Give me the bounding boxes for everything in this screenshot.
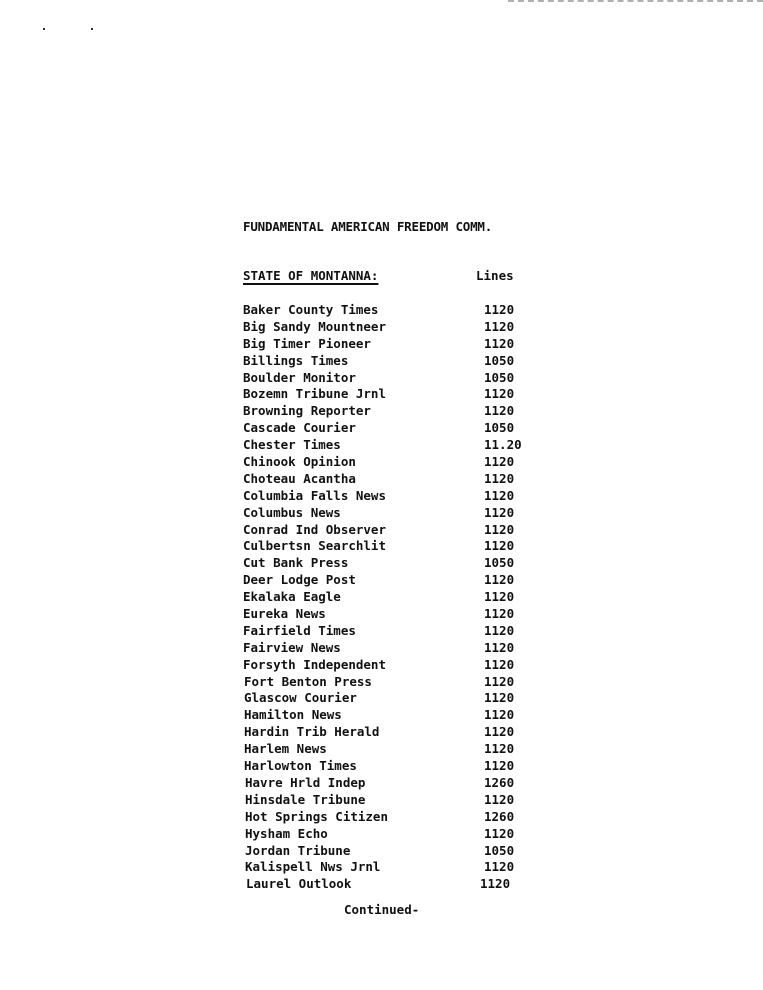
scan-speck <box>43 28 45 30</box>
newspaper-name: Havre Hrld Indep <box>245 774 366 790</box>
list-item <box>243 386 543 403</box>
list-item <box>243 437 543 454</box>
list-item <box>243 353 543 370</box>
newspaper-name: Jordan Tribune <box>245 842 351 858</box>
newspaper-name: Glascow Courier <box>244 690 357 706</box>
newspaper-name: Browning Reporter <box>243 403 371 419</box>
page-edge-dotted-line <box>508 0 763 2</box>
list-item <box>243 589 543 606</box>
lines-value: 1120 <box>484 302 515 317</box>
list-item <box>243 420 543 437</box>
list-item <box>243 741 543 758</box>
continued-footer: Continued- <box>344 902 420 917</box>
lines-value: 1050 <box>484 842 515 858</box>
list-item <box>243 471 543 488</box>
lines-value: 1120 <box>484 454 515 470</box>
list-item <box>243 792 543 809</box>
list-item <box>243 302 543 319</box>
lines-value: 1120 <box>484 656 515 672</box>
lines-value: 1120 <box>484 758 515 774</box>
lines-value: 1120 <box>484 403 515 419</box>
list-item <box>243 657 543 674</box>
lines-value: 1120 <box>484 589 515 605</box>
newspaper-name: Fairview News <box>243 639 341 655</box>
newspaper-name: Chinook Opinion <box>243 454 356 470</box>
newspaper-name: Baker County Times <box>243 302 379 317</box>
document-title: FUNDAMENTAL AMERICAN FREEDOM COMM. <box>243 219 493 234</box>
list-item <box>243 454 543 471</box>
list-item <box>243 724 543 741</box>
lines-value: 1120 <box>484 386 515 402</box>
newspaper-name: Hysham Echo <box>245 825 328 841</box>
lines-value: 1120 <box>484 724 515 740</box>
lines-value: 1050 <box>484 420 515 436</box>
lines-value: 1120 <box>484 504 515 520</box>
list-item <box>243 572 543 589</box>
list-item <box>243 843 543 860</box>
list-item <box>243 674 543 691</box>
list-item <box>243 826 543 843</box>
lines-value: 1120 <box>484 859 515 875</box>
list-item <box>243 319 543 336</box>
lines-value: 1120 <box>484 741 515 757</box>
newspaper-name: Billings Times <box>243 352 349 368</box>
newspaper-name: Boulder Monitor <box>243 369 356 385</box>
newspaper-name: Cut Bank Press <box>243 555 349 571</box>
list-item <box>243 876 543 893</box>
newspaper-name: Conrad Ind Observer <box>243 521 386 537</box>
newspaper-name: Fairfield Times <box>243 622 356 638</box>
lines-value: 1120 <box>484 318 515 334</box>
newspaper-name: Big Sandy Mountneer <box>243 318 386 334</box>
newspaper-name: Deer Lodge Post <box>243 572 356 588</box>
newspaper-name: Columbia Falls News <box>243 487 386 503</box>
lines-value: 1120 <box>484 639 515 655</box>
list-item <box>243 505 543 522</box>
newspaper-name: Big Timer Pioneer <box>243 335 371 351</box>
newspaper-name: Hamilton News <box>244 707 342 723</box>
section-header: STATE OF MONTANNA: <box>243 268 379 283</box>
lines-value: 1120 <box>484 470 515 486</box>
lines-value: 1050 <box>484 555 515 571</box>
list-item <box>243 690 543 707</box>
newspaper-name: Fort Benton Press <box>244 673 372 689</box>
lines-value: 1120 <box>484 538 515 554</box>
lines-value: 1120 <box>480 876 511 892</box>
newspaper-name: Hinsdale Tribune <box>245 791 366 807</box>
list-item <box>243 538 543 555</box>
newspaper-name: Cascade Courier <box>243 420 356 436</box>
newspaper-name: Hot Springs Citizen <box>245 808 388 824</box>
lines-value: 1120 <box>484 673 515 689</box>
lines-value: 1260 <box>484 774 515 790</box>
newspaper-list <box>243 302 543 893</box>
lines-value: 1120 <box>484 521 515 537</box>
newspaper-name: Eureka News <box>243 606 326 622</box>
lines-value: 1050 <box>484 369 515 385</box>
list-item <box>243 707 543 724</box>
lines-value: 1120 <box>484 606 515 622</box>
list-item <box>243 522 543 539</box>
lines-value: 1050 <box>484 352 515 368</box>
lines-value: 1120 <box>484 690 515 706</box>
lines-value: 1120 <box>484 825 515 841</box>
newspaper-name: Forsyth Independent <box>243 656 386 672</box>
lines-value: 1120 <box>484 622 515 638</box>
list-item <box>243 859 543 876</box>
newspaper-name: Laurel Outlook <box>246 876 352 892</box>
newspaper-name: Harlowton Times <box>244 758 357 774</box>
newspaper-name: Columbus News <box>243 504 341 520</box>
newspaper-name: Ekalaka Eagle <box>243 589 341 605</box>
newspaper-name: Choteau Acantha <box>243 470 356 486</box>
list-item <box>243 403 543 420</box>
newspaper-name: Culbertsn Searchlit <box>243 538 386 554</box>
list-item <box>243 775 543 792</box>
lines-value: 1120 <box>484 572 515 588</box>
scan-speck <box>91 28 93 30</box>
lines-value: 1120 <box>484 487 515 503</box>
lines-value: 1260 <box>484 808 515 824</box>
list-item <box>243 488 543 505</box>
column-header-lines: Lines <box>476 268 514 283</box>
newspaper-name: Kalispell Nws Jrnl <box>245 859 381 875</box>
lines-value: 11.20 <box>484 437 522 453</box>
list-item <box>243 336 543 353</box>
list-item <box>243 809 543 826</box>
list-item <box>243 606 543 623</box>
newspaper-name: Bozemn Tribune Jrnl <box>243 386 386 402</box>
list-item <box>243 640 543 657</box>
lines-value: 1120 <box>484 707 515 723</box>
list-item <box>243 623 543 640</box>
lines-value: 1120 <box>484 791 515 807</box>
newspaper-name: Hardin Trib Herald <box>244 724 380 740</box>
newspaper-name: Harlem News <box>244 741 327 757</box>
list-item <box>243 370 543 387</box>
list-item <box>243 555 543 572</box>
list-item <box>243 758 543 775</box>
lines-value: 1120 <box>484 335 515 351</box>
newspaper-name: Chester Times <box>243 437 341 453</box>
